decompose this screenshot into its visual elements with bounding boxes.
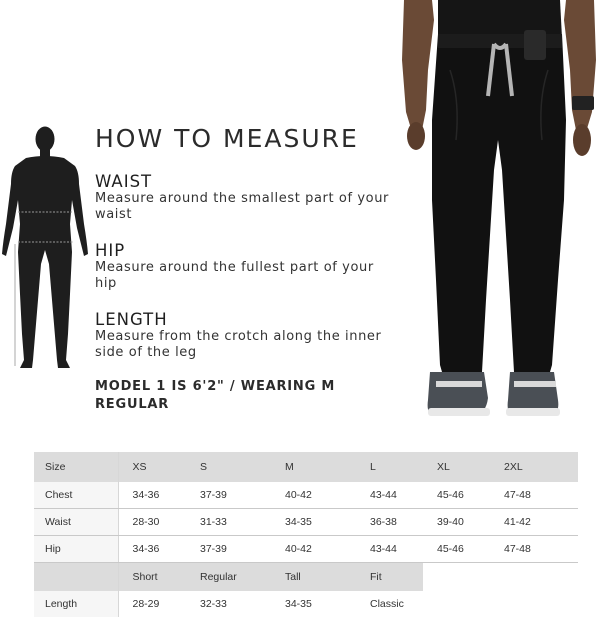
table-cell: 37-39	[186, 536, 271, 563]
size-header-cell: 2XL	[490, 452, 578, 482]
table-cell: 47-48	[490, 482, 578, 509]
table-cell: 45-46	[423, 482, 490, 509]
table-cell: 32-33	[200, 598, 227, 610]
table-cell: 34-35	[285, 598, 312, 610]
fit-header-cell: Tall	[271, 563, 356, 592]
row-label-waist: Waist	[34, 509, 118, 536]
table-cell: 39-40	[423, 509, 490, 536]
waist-heading: WAIST	[95, 172, 153, 191]
empty-cell	[490, 591, 578, 617]
body-silhouette-illustration	[0, 124, 92, 374]
size-header-cell: L	[356, 452, 423, 482]
table-cell: 37-39	[186, 482, 271, 509]
table-cell: 40-42	[271, 482, 356, 509]
hip-heading: HIP	[95, 241, 126, 260]
empty-cell	[423, 591, 490, 617]
table-cell: 34-36	[118, 536, 186, 563]
table-cell: 28-29	[132, 598, 160, 610]
table-row-length	[34, 591, 578, 617]
size-chart-table	[34, 452, 578, 617]
empty-cell	[423, 563, 490, 592]
table-row-chest	[34, 482, 578, 509]
fit-header-cell: Short	[118, 563, 186, 592]
table-cell: 41-42	[490, 509, 578, 536]
row-label-chest: Chest	[34, 482, 118, 509]
table-cell: Classic	[370, 598, 404, 610]
table-cell: 28-30	[118, 509, 186, 536]
model-photo	[398, 0, 600, 425]
size-header-label: Size	[34, 452, 118, 482]
table-cell: 45-46	[423, 536, 490, 563]
length-heading: LENGTH	[95, 310, 168, 329]
empty-cell	[490, 563, 578, 592]
table-row-waist	[34, 509, 578, 536]
table-cell: 36-38	[356, 509, 423, 536]
fit-header-cell: Fit	[356, 563, 423, 592]
row-label-length: Length	[34, 591, 118, 617]
size-header-cell: XS	[118, 452, 186, 482]
table-cell: 34-35	[271, 509, 356, 536]
table-cell: 31-33	[186, 509, 271, 536]
table-cell: 34-36	[118, 482, 186, 509]
size-header-row	[34, 452, 578, 482]
table-cell: 40-42	[271, 536, 356, 563]
length-description: Measure from the crotch along the inner side of the leg	[95, 329, 382, 360]
table-row-hip	[34, 536, 578, 563]
hip-description: Measure around the fullest part of your hip	[95, 260, 374, 291]
size-header-cell: M	[271, 452, 356, 482]
size-header-cell: S	[186, 452, 271, 482]
fit-header-blank	[34, 563, 118, 592]
size-header-cell: XL	[423, 452, 490, 482]
row-label-hip: Hip	[34, 536, 118, 563]
table-cell: 47-48	[490, 536, 578, 563]
page-title: HOW TO MEASURE	[95, 124, 359, 153]
table-cell: 43-44	[356, 482, 423, 509]
model-size-note: MODEL 1 IS 6'2" / WEARING M REGULAR	[95, 379, 336, 412]
fit-header-row	[34, 563, 578, 592]
fit-header-cell: Regular	[186, 563, 271, 592]
waist-description: Measure around the smallest part of your waist	[95, 191, 390, 222]
table-cell: 43-44	[356, 536, 423, 563]
